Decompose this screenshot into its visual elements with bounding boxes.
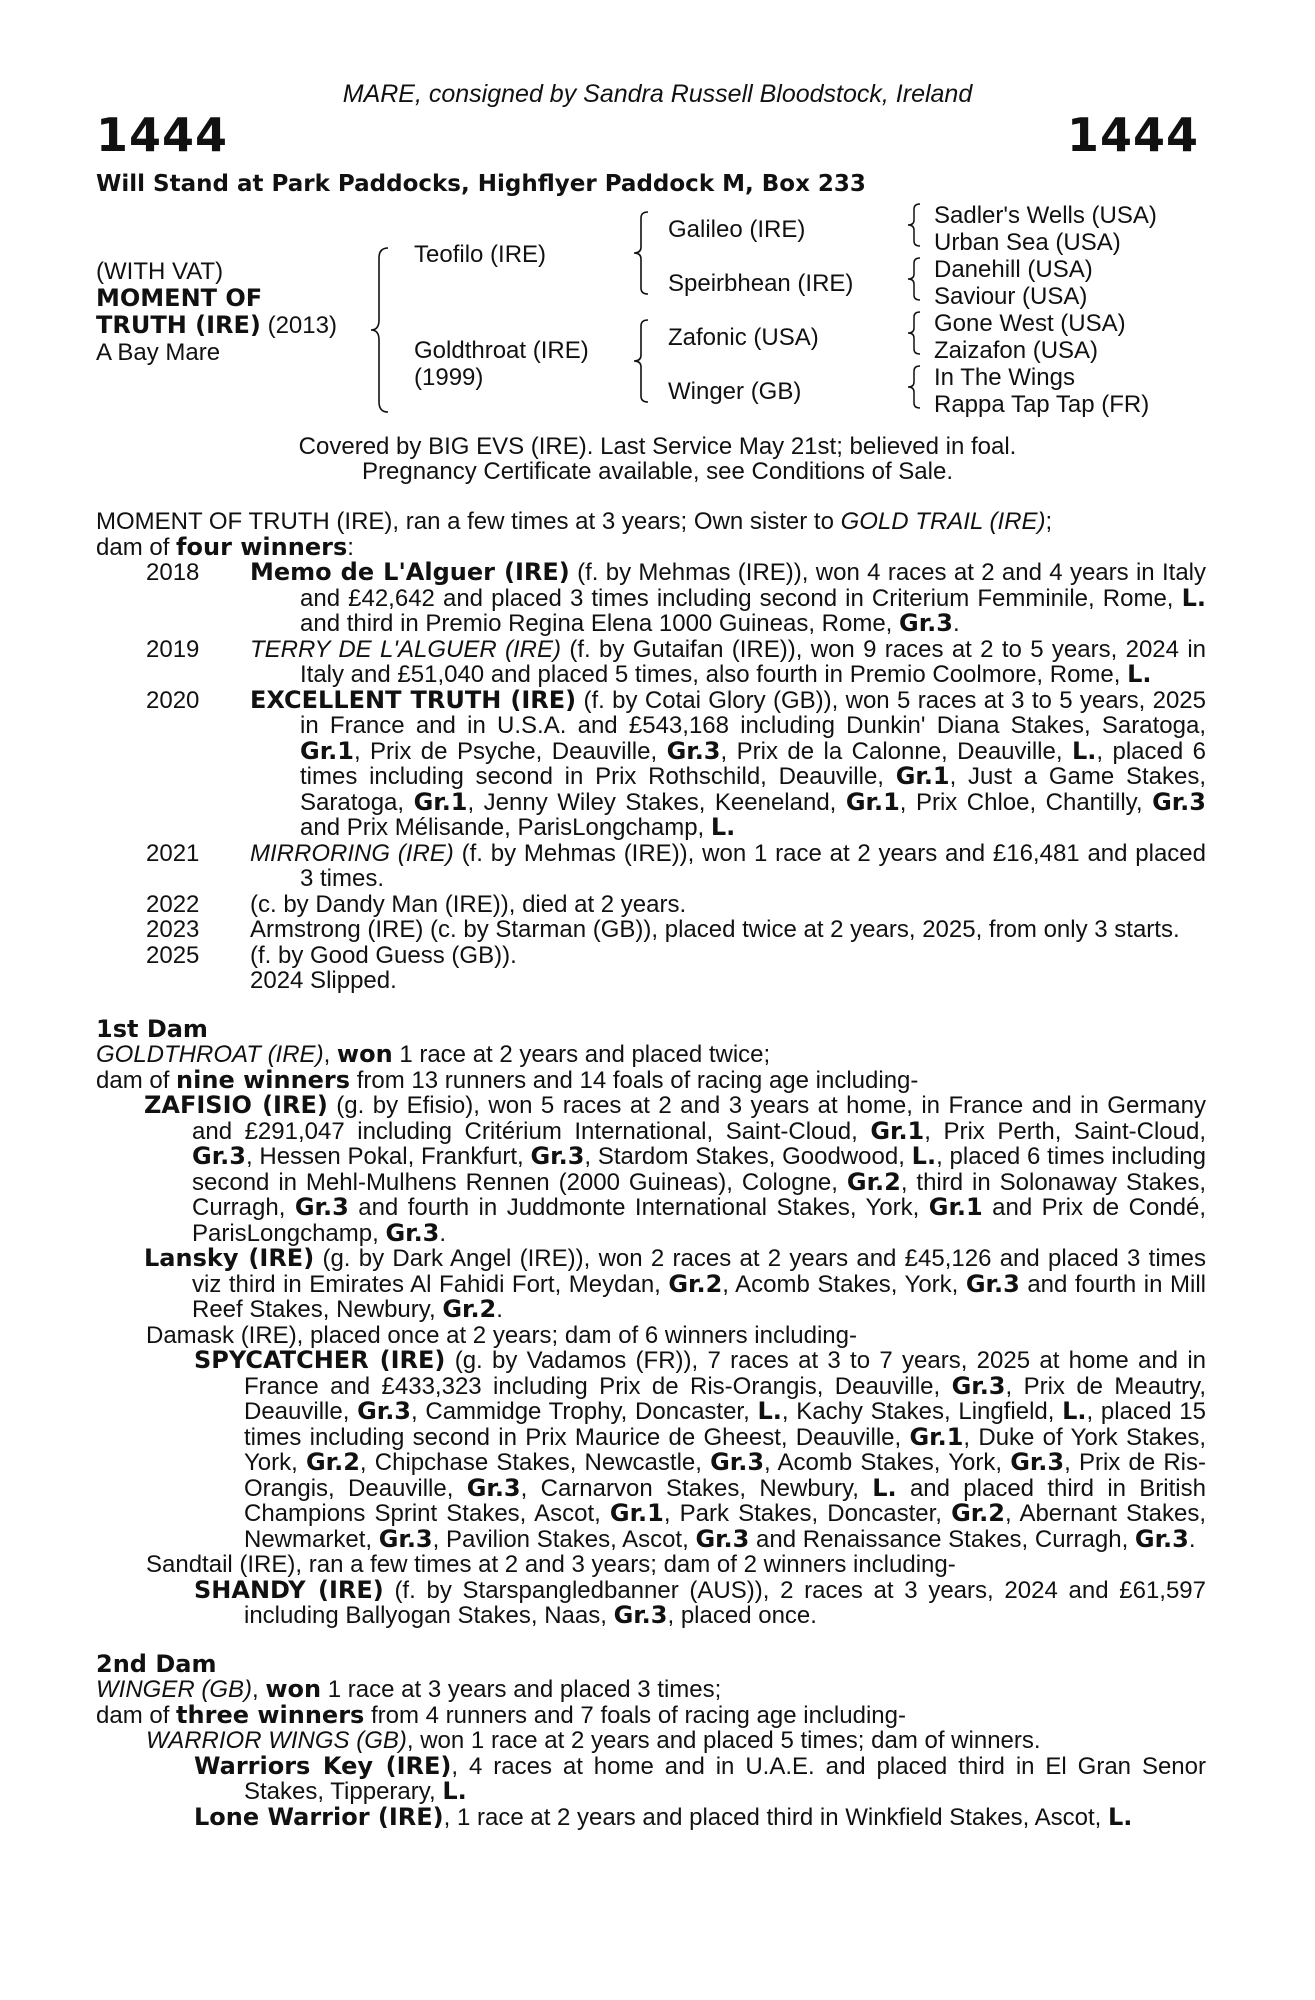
produce-text: , Prix de la Calonne, Deauville, [720,737,1072,765]
first-dam-text: 1 race at 2 years and placed twice; [392,1041,771,1068]
second-dam-name: WINGER (GB) [96,1676,252,1703]
entry-text: , Pavilion Stakes, Ascot, [432,1525,696,1553]
grade: Gr.1 [909,1422,964,1451]
grade: Gr.3 [710,1448,765,1476]
entry-text: , 1 race at 2 years and placed third in Winkfield Stakes, Ascot, [443,1803,1108,1831]
first-dam-name: GOLDTHROAT (IRE) [96,1041,324,1068]
dds: In The Wings [934,364,1075,391]
horse-name: SHANDY (IRE) [194,1575,384,1604]
warriors-key-entry [96,1751,1206,1805]
grade: Gr.3 [1010,1448,1065,1476]
intro-colon: : [347,533,354,561]
dam-sire: Zafonic (USA) [668,324,819,351]
produce-year: 2018 [146,559,200,586]
entry-text: , Hessen Pokal, Frankfurt, [245,1143,531,1170]
grade: L. [442,1777,467,1805]
produce-2020 [96,685,1207,841]
entry-text: , Abernant Stakes, Newmarket, [244,1500,1206,1553]
produce-text: , Jenny Wiley Stakes, Keeneland, [467,788,846,816]
produce-2022 [96,892,1206,918]
dam-year: (1999) [414,364,484,391]
entry-text: (g. by Vadamos (FR)), 7 races at 3 to 7 years, 2025 at home and in France and £433,323 including Prix de Ris-Orangis, Deauville, [244,1347,1207,1400]
grade: L. [1071,736,1097,765]
grade: Gr.2 [668,1269,723,1298]
entry-text: and Renaissance Stakes, Curragh, [749,1525,1135,1553]
produce-name: Memo de L'Alguer (IRE) [250,558,570,586]
grade: Gr.3 [1152,787,1206,816]
warrior-wings-entry [96,1728,1206,1754]
grade: L. [710,813,736,841]
second-dam-rest: from 4 runners and 7 foals of racing age including- [364,1701,906,1729]
produce-text: , Just a Game Stakes, Saratoga, [300,763,1206,816]
grade: Gr.3 [951,1371,1006,1400]
horse-name: SPYCATCHER (IRE) [194,1346,446,1374]
subject-year: (2013) [260,312,337,339]
entry-text: , Acomb Stakes, York, [764,1449,1011,1476]
subject-name-1: MOMENT OF [96,284,263,312]
entry-text: . [496,1296,503,1323]
vat-note: (WITH VAT) [96,258,224,285]
grade: Gr.3 [378,1524,433,1553]
intro-line [96,509,1206,535]
grade: Gr.1 [300,736,354,765]
brace-icon [632,210,650,296]
entry-text: , Acomb Stakes, York, [722,1270,966,1298]
intro-winners: four winners [176,532,348,561]
intro-punct: ; [1045,508,1053,535]
produce-year: 2023 [146,916,200,943]
intro-text: MOMENT OF TRUTH (IRE), ran a few times at 3 years; Own sister to [96,508,841,535]
entry-text: , third in Solonaway Stakes, Curragh, [192,1168,1207,1221]
horse-name: Lone Warrior (IRE) [194,1802,444,1831]
grade: L. [911,1142,937,1170]
intro-dam-line [96,532,1206,561]
won-label: won [265,1675,322,1703]
entry-text: , Prix Perth, Saint-Cloud, [924,1117,1207,1145]
zafisio-entry [96,1093,1206,1246]
grade: L. [757,1397,782,1425]
first-dam-line: GOLDTHROAT (IRE), won 1 race at 2 years and placed twice; [96,1040,771,1068]
entry-text: . [1188,1525,1196,1553]
produce-text: (f. by Mehmas (IRE)), won 4 races at 2 and 4 years in Italy and £42,642 and placed 3 times including second in Criterium Femminile, Rome, [300,559,1206,612]
grade: Gr.3 [1134,1524,1189,1553]
spycatcher-entry [96,1348,1206,1552]
shandy-entry [96,1575,1206,1629]
entry-text: and Prix de Condé, ParisLongchamp, [192,1194,1207,1247]
produce-text: (f. by Good Guess (GB)). [250,941,517,969]
dam-of: dam of [96,1066,177,1094]
winners-count: nine winners [176,1065,351,1094]
grade: Gr.2 [951,1499,1005,1527]
won-label: won [336,1040,393,1068]
produce-text: . [952,610,960,637]
dam: Goldthroat (IRE) [414,337,589,364]
grade: Gr.2 [846,1167,901,1196]
grade: L. [1127,660,1152,688]
lot-number-left: 1444 [96,108,229,162]
produce-text: (c. by Dandy Man (IRE)), died at 2 years. [250,890,687,918]
brace-icon [906,310,922,356]
horse-name: Warriors Key (IRE) [194,1751,452,1780]
grade: Gr.3 [357,1397,412,1425]
sire-dam: Speirbhean (IRE) [668,270,854,297]
entry-text: , Kachy Stakes, Lingfield, [781,1398,1063,1425]
grade: Gr.3 [385,1218,440,1247]
sdd: Saviour (USA) [934,283,1088,310]
produce-year: 2019 [146,635,200,663]
grade: Gr.1 [413,787,468,816]
entry-text: , Cammidge Trophy, Doncaster, [411,1398,758,1425]
sds: Danehill (USA) [934,256,1093,283]
grade: L. [1062,1397,1087,1425]
second-dam-text: 1 race at 3 years and placed 3 times; [321,1676,722,1703]
stand-location: Will Stand at Park Paddocks, Highflyer Paddock M, Box 233 [96,171,866,197]
entry-text: , Prix de Meautry, Deauville, [244,1372,1206,1425]
grade: Gr.3 [965,1269,1020,1298]
horse-name: Lansky (IRE) [144,1244,315,1272]
produce-2021 [96,841,1206,892]
grade: Gr.3 [613,1601,668,1629]
grade: Gr.3 [294,1193,349,1221]
lone-warrior-entry [96,1802,1206,1831]
lansky-entry [96,1246,1206,1323]
grade: Gr.3 [695,1524,750,1553]
produce-2019 [96,637,1206,688]
sire-sire: Galileo (IRE) [668,216,806,243]
dss: Gone West (USA) [934,310,1126,337]
produce-text: (f. by Gutaifan (IRE)), won 9 races at 2 to 5 years, 2024 in Italy and £51,040 and placed 5 times, also fourth in Premio Coolmore, Rome, [300,635,1207,688]
first-dam-rest: from 13 runners and 14 foals of racing age including- [350,1066,919,1094]
sandtail-entry: Sandtail (IRE), ran a few times at 2 and 3 years; dam of 2 winners including- [146,1551,956,1578]
entry-text: , Chipchase Stakes, Newcastle, [359,1449,711,1476]
first-dam-heading: 1st Dam [96,1014,208,1043]
entry-text: , Prix de Ris-Orangis, Deauville, [244,1449,1206,1502]
horse-name: ZAFISIO (IRE) [144,1091,328,1119]
ddd: Rappa Tap Tap (FR) [934,391,1150,418]
produce-year: 2021 [146,839,200,867]
grade: Gr.1 [928,1193,983,1221]
dam-block [414,337,589,391]
produce-text: (f. by Cotai Glory (GB)), won 5 races at 3 to 5 years, 2025 in France and in U.S.A. and £543,168 including Dunkin' Diana Stakes, Saratoga, [300,686,1206,739]
produce-2023 [96,917,1206,943]
produce-text: (f. by Mehmas (IRE)), won 1 race at 2 years and £16,481 and placed 3 times. [300,839,1207,892]
entry-text: , Stardom Stakes, Goodwood, [584,1143,912,1170]
grade: Gr.1 [609,1499,664,1527]
grade: Gr.2 [305,1448,360,1476]
produce-name: TERRY DE L'ALGUER (IRE) [250,635,561,663]
grade: Gr.3 [466,1473,521,1502]
brace-icon [906,364,922,410]
produce-2025 [96,943,1206,994]
lot-number-right: 1444 [1066,108,1199,162]
dam-dam: Winger (GB) [668,378,802,405]
dam-of: dam of [96,1701,177,1729]
produce-text: and Prix Mélisande, ParisLongchamp, [300,814,711,841]
produce-text: , Prix de Psyche, Deauville, [353,737,667,765]
subject-block [96,258,337,366]
entry-text: , placed 6 times including second in Mehl-Mulhens Rennen (2000 Guineas), Cologne, [192,1143,1206,1196]
entry-text: and fourth in Mill Reef Stakes, Newbury, [192,1270,1206,1323]
produce-year: 2022 [146,890,200,918]
catalogue-body [96,509,1206,1830]
second-dam-produce-line [96,1700,1206,1729]
produce-text: and third in Premio Regina Elena 1000 Guineas, Rome, [300,610,900,637]
produce-text: Armstrong (IRE) (c. by Starman (GB)), placed twice at 2 years, 2025, from only 3 starts. [250,916,1180,943]
brace-icon [906,256,922,302]
second-dam-heading: 2nd Dam [96,1649,217,1678]
grade: Gr.1 [845,787,900,816]
grade: Gr.2 [442,1295,497,1323]
ssd: Urban Sea (USA) [934,229,1121,256]
second-dam-line: WINGER (GB), won 1 race at 3 years and placed 3 times; [96,1675,722,1703]
entry-text: (g. by Efisio), won 5 races at 2 and 3 years at home, in France and in Germany and £291,047 including Critérium International, Saint-Cloud, [192,1092,1207,1145]
produce-year: 2025 [146,941,200,969]
grade: Gr.3 [530,1142,585,1170]
consignor-line: MARE, consigned by Sandra Russell Bloodstock, Ireland [342,80,973,108]
produce-name: EXCELLENT TRUTH (IRE) [250,685,577,714]
horse-name: WARRIOR WINGS (GB) [146,1727,407,1754]
brace-icon [368,246,390,414]
entry-text: and placed third in British Champions Sprint Stakes, Ascot, [244,1474,1206,1527]
grade: Gr.3 [192,1142,246,1170]
entry-text: , Carnarvon Stakes, Newbury, [520,1474,873,1502]
damask-entry: Damask (IRE), placed once at 2 years; dam of 6 winners including- [146,1321,857,1349]
produce-note: 2024 Slipped. [250,967,397,994]
produce-text: , Prix Chloe, Chantilly, [899,788,1153,816]
grade: L. [1181,583,1206,612]
entry-text: , Park Stakes, Doncaster, [663,1500,952,1527]
dsd: Zaizafon (USA) [934,337,1099,364]
entry-text: , placed 15 times including second in Prix Maurice de Gheest, Deauville, [244,1398,1206,1451]
pregnancy-line: Pregnancy Certificate available, see Conditions of Sale. [362,458,953,485]
subject-desc: A Bay Mare [96,339,221,366]
subject-name-2: TRUTH (IRE) [96,311,261,339]
intro-dam-of: dam of [96,533,177,561]
sire: Teofilo (IRE) [414,241,547,268]
grade: Gr.1 [870,1116,925,1145]
produce-2018 [96,560,1206,637]
entry-text: , won 1 race at 2 years and placed 5 times; dam of winners. [406,1727,1041,1754]
grade: L. [1107,1802,1133,1831]
entry-text: and fourth in Juddmonte International Stakes, York, [348,1194,929,1221]
brace-icon [632,318,650,404]
grade: Gr.1 [895,762,950,790]
grade: Gr.3 [899,609,953,637]
winners-count: three winners [176,1700,365,1729]
produce-year: 2020 [146,686,200,714]
sss: Sadler's Wells (USA) [934,202,1157,229]
entry-text: . [439,1219,447,1247]
brace-icon [906,202,922,248]
sibling-name: GOLD TRAIL (IRE) [840,508,1046,535]
first-dam-produce-line [96,1065,1206,1094]
entry-text: , placed once. [667,1602,817,1629]
entry-text: , 4 races at home and in U.A.E. and placed third in El Gran Senor Stakes, Tipperary, [244,1752,1206,1805]
entry-text: , Duke of York Stakes, York, [244,1423,1206,1476]
entry-text: (f. by Starspangledbanner (AUS)), 2 races at 3 years, 2024 and £61,597 including Ballyogan Stakes, Naas, [244,1576,1206,1629]
produce-text: , placed 6 times including second in Prix Rothschild, Deauville, [300,737,1207,790]
produce-name: MIRRORING (IRE) [250,839,454,867]
entry-text: (g. by Dark Angel (IRE)), won 2 races at 2 years and £45,126 and placed 3 times viz third in Emirates Al Fahidi Fort, Meydan, [192,1245,1206,1298]
grade: Gr.3 [666,736,721,765]
grade: L. [872,1473,897,1502]
covered-line: Covered by BIG EVS (IRE). Last Service May 21st; believed in foal. [298,433,1017,460]
